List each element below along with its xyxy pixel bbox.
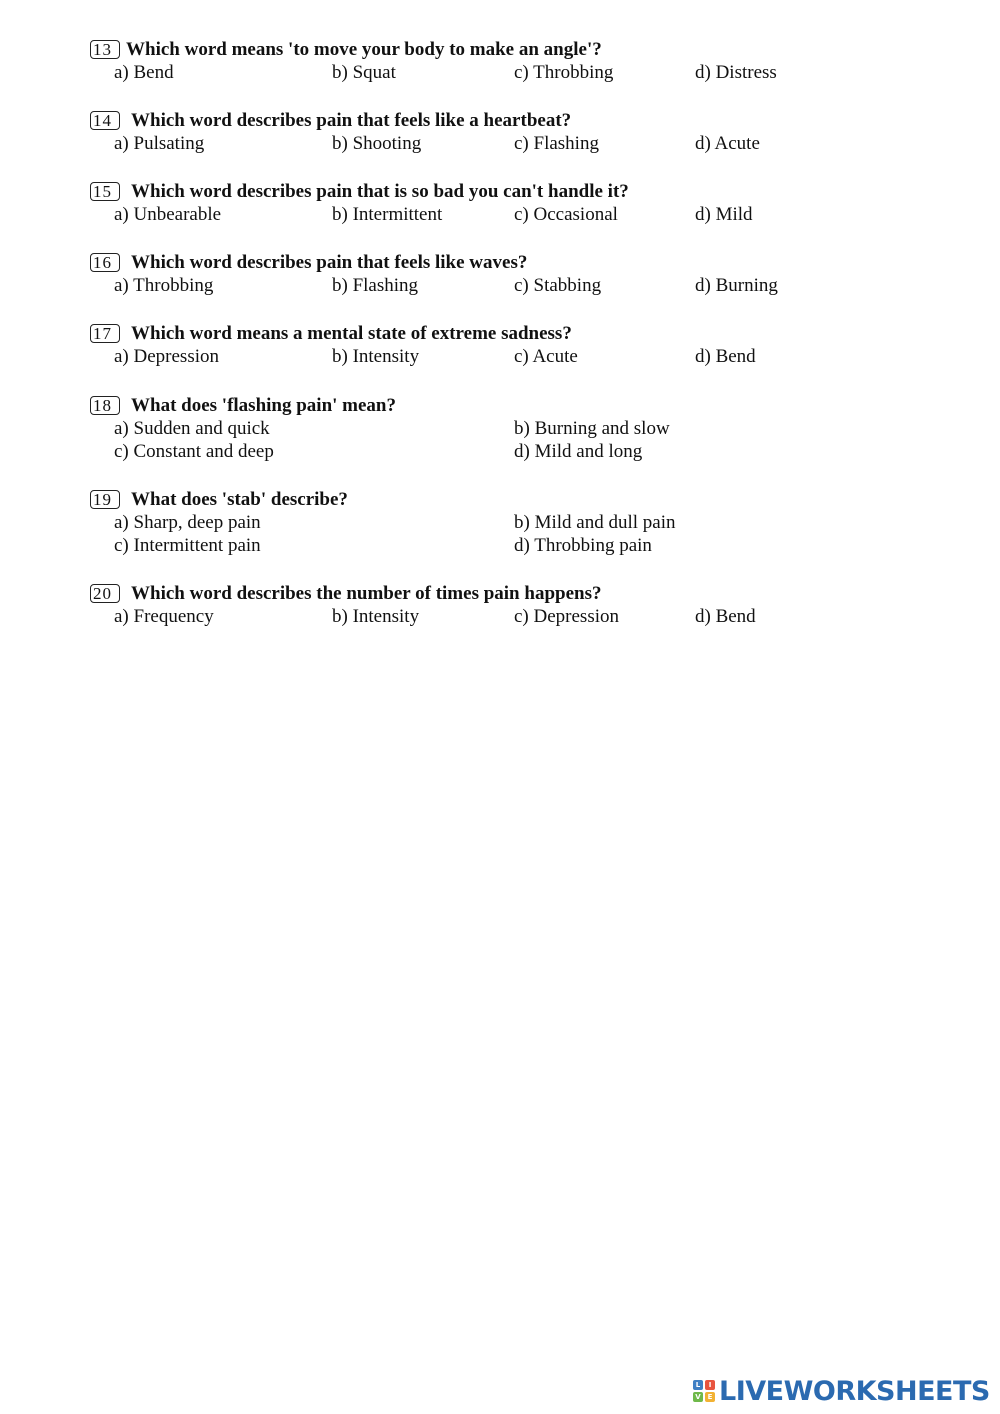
options-row xyxy=(90,511,950,534)
options-row xyxy=(90,440,950,463)
question-16 xyxy=(90,251,950,297)
question-text: Which word describes the number of times pain happens? xyxy=(131,583,602,604)
question-text: Which word describes pain that feels like waves? xyxy=(131,252,528,273)
option-b[interactable]: b) Shooting xyxy=(332,133,422,154)
question-15 xyxy=(90,180,950,226)
option-c[interactable]: c) Flashing xyxy=(514,133,599,154)
question-header xyxy=(90,109,950,132)
question-number: 17 xyxy=(90,324,120,343)
option-d[interactable]: d) Throbbing pain xyxy=(514,535,652,556)
question-header xyxy=(90,394,950,417)
logo-mark-tile: E xyxy=(705,1392,715,1402)
option-c[interactable]: c) Occasional xyxy=(514,204,618,225)
option-d[interactable]: d) Mild xyxy=(695,204,753,225)
option-a[interactable]: a) Sharp, deep pain xyxy=(114,512,261,533)
question-text: What does 'stab' describe? xyxy=(131,489,348,510)
option-b[interactable]: b) Intensity xyxy=(332,606,420,627)
question-text: Which word means a mental state of extreme sadness? xyxy=(131,323,572,344)
question-text: Which word describes pain that is so bad you can't handle it? xyxy=(131,181,629,202)
question-number: 19 xyxy=(90,490,120,509)
question-number: 18 xyxy=(90,396,120,415)
question-20 xyxy=(90,582,950,628)
question-14 xyxy=(90,109,950,155)
option-a[interactable]: a) Bend xyxy=(114,62,174,83)
option-b[interactable]: b) Burning and slow xyxy=(514,418,670,439)
question-header xyxy=(90,180,950,203)
question-text: Which word means 'to move your body to make an angle'? xyxy=(126,39,602,60)
option-d[interactable]: d) Bend xyxy=(695,346,756,367)
logo-mark-icon xyxy=(693,1380,715,1402)
question-number: 20 xyxy=(90,584,120,603)
option-b[interactable]: b) Intermittent xyxy=(332,204,443,225)
option-b[interactable]: b) Intensity xyxy=(332,346,420,367)
question-13 xyxy=(90,38,950,84)
option-d[interactable]: d) Mild and long xyxy=(514,441,643,462)
question-header xyxy=(90,488,950,511)
question-header xyxy=(90,38,950,61)
logo-text: LIVEWORKSHEETS xyxy=(719,1375,990,1407)
option-c[interactable]: c) Stabbing xyxy=(514,275,602,296)
logo-mark-tile: I xyxy=(705,1380,715,1390)
question-number: 13 xyxy=(90,40,120,59)
options-row xyxy=(90,417,950,440)
logo-mark-tile: L xyxy=(693,1380,703,1390)
option-a[interactable]: a) Pulsating xyxy=(114,133,205,154)
option-c[interactable]: c) Acute xyxy=(514,346,578,367)
question-header xyxy=(90,322,950,345)
option-d[interactable]: d) Burning xyxy=(695,275,778,296)
question-number: 14 xyxy=(90,111,120,130)
options-row xyxy=(90,61,950,84)
option-b[interactable]: b) Squat xyxy=(332,62,396,83)
options-row xyxy=(90,345,950,368)
question-19 xyxy=(90,488,950,557)
logo-mark-tile: V xyxy=(693,1392,703,1402)
question-header xyxy=(90,582,950,605)
option-a[interactable]: a) Sudden and quick xyxy=(114,418,270,439)
options-row xyxy=(90,132,950,155)
question-header xyxy=(90,251,950,274)
options-row xyxy=(90,605,950,628)
option-c[interactable]: c) Throbbing xyxy=(514,62,614,83)
question-number: 15 xyxy=(90,182,120,201)
option-b[interactable]: b) Mild and dull pain xyxy=(514,512,676,533)
option-a[interactable]: a) Throbbing xyxy=(114,275,214,296)
option-b[interactable]: b) Flashing xyxy=(332,275,419,296)
option-d[interactable]: d) Acute xyxy=(695,133,760,154)
option-d[interactable]: d) Bend xyxy=(695,606,756,627)
option-d[interactable]: d) Distress xyxy=(695,62,777,83)
question-text: What does 'flashing pain' mean? xyxy=(131,395,396,416)
question-text: Which word describes pain that feels like a heartbeat? xyxy=(131,110,572,131)
option-c[interactable]: c) Constant and deep xyxy=(114,441,274,462)
option-c[interactable]: c) Intermittent pain xyxy=(114,535,261,556)
options-row xyxy=(90,534,950,557)
option-c[interactable]: c) Depression xyxy=(514,606,619,627)
liveworksheets-logo xyxy=(693,1376,990,1406)
question-17 xyxy=(90,322,950,368)
options-row xyxy=(90,203,950,226)
options-row xyxy=(90,274,950,297)
question-number: 16 xyxy=(90,253,120,272)
option-a[interactable]: a) Depression xyxy=(114,346,219,367)
option-a[interactable]: a) Unbearable xyxy=(114,204,222,225)
question-18 xyxy=(90,394,950,463)
option-a[interactable]: a) Frequency xyxy=(114,606,214,627)
